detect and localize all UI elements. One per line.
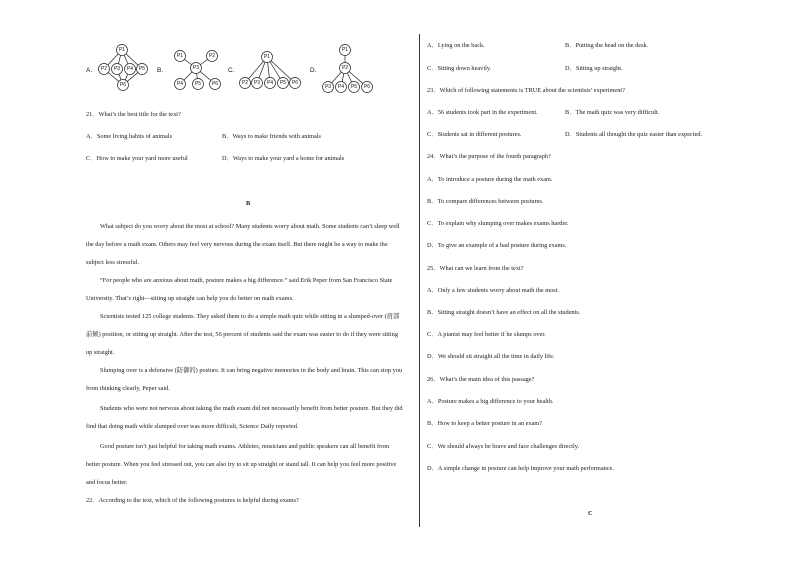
paragraph-6: Good posture isn’t just helpful for taking math exams. Athletes, musicians and public speakers can all benefit from better posture. When you feel stressed out, you can also try to sit up straight or stand tall. It can help you feel more positive and focus better. <box>86 443 397 486</box>
paragraph-1: What subject do you worry about the most at school? Many students worry about math. Some students can’t sleep well the day before a math exam. Others may feel very nervous during the exam itself. But there might be a way to make the subject less stressful. <box>86 223 400 266</box>
column-divider <box>419 34 420 527</box>
q21-option-d: D．Ways to make your yard a home for animals <box>222 155 345 162</box>
node-d-4: P4 <box>337 84 345 90</box>
node-c-3: P3 <box>253 80 261 86</box>
q21-option-b: B．Ways to make friends with animals <box>222 133 322 140</box>
node-c-2: P2 <box>241 80 249 86</box>
q23-stem: 23．Which of following statements is TRUE about the scientists’ experiment? <box>427 87 625 94</box>
node-b-5: P5 <box>194 81 202 87</box>
section-c-heading: C <box>588 510 593 517</box>
node-c-5: P5 <box>279 80 287 86</box>
q26-option-b: B．How to keep a better posture in an exam? <box>427 420 543 427</box>
paragraph-2: “For people who are anxious about math, posture makes a big difference.” said Erik Peper from San Francisco State University. That’s right—sitting up straight can help you do better on math exams. <box>86 277 393 302</box>
paragraph-5: Students who were not nervous about taking the math exam did not necessarily benefit from better posture. But they did find that doing math while slumped over was more difficult, Science Daily reported. <box>86 405 403 430</box>
node-a-2: P2 <box>100 66 108 72</box>
q25-option-a: A．Only a few students worry about math the most. <box>427 287 560 294</box>
q23-option-d: D．Students all thought the quiz easier than expected. <box>565 131 703 138</box>
q26-option-c: C．We should always be brave and face challenges directly. <box>427 443 580 450</box>
q22-option-b: B．Putting the head on the desk. <box>565 42 649 49</box>
node-a-3: P3 <box>113 66 121 72</box>
node-d-6: P6 <box>363 84 371 90</box>
option-d-letter: D. <box>310 67 317 74</box>
q25-option-c: C．A pianist may feel better if he slumps over. <box>427 331 546 338</box>
q21-option-c: C．How to make your yard more useful <box>86 155 188 162</box>
node-b-6: P6 <box>211 81 219 87</box>
q22-stem: 22．According to the text, which of the following postures is helpful during exams? <box>86 497 299 504</box>
q26-option-a: A．Posture makes a big difference to your health. <box>427 398 554 405</box>
node-d-3: P3 <box>324 84 332 90</box>
node-c-4: P4 <box>266 80 274 86</box>
q24-option-b: B．To compare differences between postures. <box>427 198 544 205</box>
node-b-4: P4 <box>176 81 184 87</box>
option-c-letter: C. <box>228 67 235 74</box>
node-a-6: P6 <box>119 82 127 88</box>
q21-stem: 21．What’s the best title for the text? <box>86 111 181 118</box>
node-d-5: P5 <box>350 84 358 90</box>
q23-option-c: C．Students sat in different postures. <box>427 131 522 138</box>
q22-option-a: A．Lying on the back. <box>427 42 485 49</box>
node-c-1: P1 <box>263 54 271 60</box>
q22-option-d: D．Sitting up straight. <box>565 65 623 72</box>
diagram-options <box>0 0 420 100</box>
q23-option-b: B．The math quiz was very difficult. <box>565 109 660 116</box>
q22-option-c: C．Sitting down heavily. <box>427 65 492 72</box>
option-b-letter: B. <box>157 67 164 74</box>
node-a-5: P5 <box>138 66 146 72</box>
q25-option-b: B．Sitting straight doesn’t have an effect on all the students. <box>427 309 581 316</box>
node-a-1: P1 <box>118 47 126 53</box>
node-a-4: P4 <box>126 66 134 72</box>
q24-option-a: A．To introduce a posture during the math exam. <box>427 176 553 183</box>
node-b-1: P1 <box>176 53 184 59</box>
q26-stem: 26．What’s the main idea of this passage? <box>427 376 535 383</box>
node-d-1: P1 <box>341 47 349 53</box>
section-b-heading: B <box>246 200 251 207</box>
q25-option-d: D．We should sit straight all the time in daily life. <box>427 353 555 360</box>
node-b-3: P3 <box>192 65 200 71</box>
q21-option-a: A．Some living habits of animals <box>86 133 173 140</box>
node-d-2: P2 <box>341 65 349 71</box>
q26-option-d: D．A simple change in posture can help improve your math performance. <box>427 465 614 472</box>
paragraph-3: Scientists tested 125 college students. They asked them to do a simple math quiz while sitting in a slumped-over (肩部前倾) position, or sitting up straight. After the test, 56 percent of students said the exam was easier to do if they were sitting up straight. <box>86 313 400 356</box>
node-b-2: P2 <box>208 53 216 59</box>
q24-option-c: C．To explain why slumping over makes exams harder. <box>427 220 569 227</box>
q23-option-a: A．56 students took part in the experiment. <box>427 109 538 116</box>
node-c-6: P6 <box>291 80 299 86</box>
q24-option-d: D．To give an example of a bad posture during exams. <box>427 242 567 249</box>
option-a-letter: A. <box>86 67 93 74</box>
q24-stem: 24．What’s the purpose of the fourth paragraph? <box>427 153 551 160</box>
q25-stem: 25．What can we learn from the text? <box>427 265 524 272</box>
paragraph-4: Slumping over is a defensive (防御的) posture. It can bring negative memories in the body and brain. This can stop you from thinking clearly, Peper said. <box>86 367 403 392</box>
